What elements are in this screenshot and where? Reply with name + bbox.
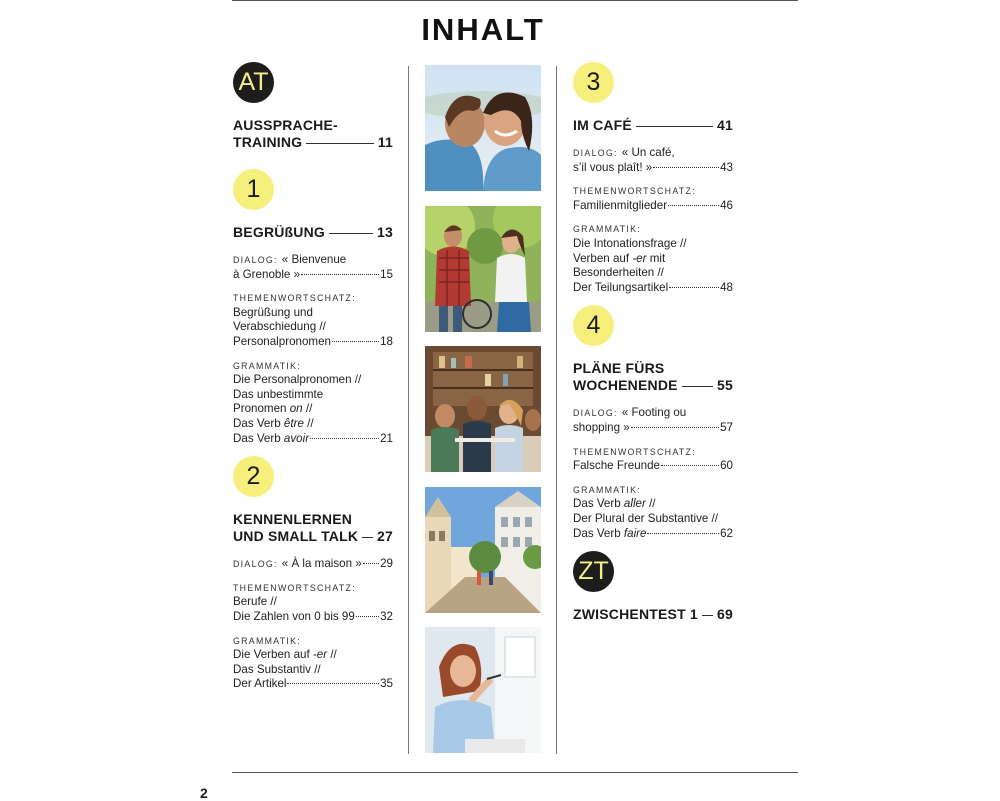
- leader-line: [362, 537, 373, 538]
- page-ref[interactable]: 13: [377, 224, 393, 240]
- chapter-title-line: [233, 117, 393, 134]
- entry-text: Verabschiedung //: [233, 320, 326, 334]
- toc-entry[interactable]: [233, 359, 393, 447]
- entry-line: [573, 512, 733, 527]
- leader-dots: [661, 465, 719, 466]
- chapter-title-text: ZWISCHENTEST 1: [573, 606, 698, 623]
- leader-dots: [669, 287, 719, 288]
- entry-line: [233, 677, 393, 692]
- page-ref[interactable]: 35: [380, 677, 393, 691]
- chapter-title-line: [573, 117, 733, 134]
- entry-line: [573, 497, 733, 512]
- chapter-badge: AT: [233, 62, 274, 103]
- chapter-title[interactable]: [573, 117, 733, 134]
- chapter-badge: 3: [573, 62, 614, 103]
- page-ref[interactable]: 15: [380, 267, 393, 281]
- leader-dots: [363, 563, 379, 564]
- entry-line: [233, 595, 393, 610]
- entry-text: Das Substantiv //: [233, 662, 321, 676]
- toc-entry[interactable]: [233, 253, 393, 282]
- entry-text: Das Verb être //: [233, 416, 314, 430]
- entry-label: DIALOG:: [573, 148, 618, 158]
- entry-text: Begrüßung und: [233, 305, 313, 319]
- toc-column-left: [233, 62, 393, 702]
- entry-line: [573, 199, 733, 214]
- entry-label: DIALOG:: [233, 255, 278, 265]
- toc-entry[interactable]: [233, 557, 393, 572]
- page-title: INHALT: [421, 12, 545, 47]
- toc-entry[interactable]: [573, 406, 733, 435]
- entry-line: [233, 306, 393, 321]
- leader-dots: [668, 205, 719, 206]
- entry-line: [573, 459, 733, 474]
- entry-text: Die Intonationsfrage //: [573, 236, 687, 250]
- chapter-title[interactable]: [233, 511, 393, 545]
- leader-line: [329, 233, 373, 234]
- leader-line: [636, 126, 713, 127]
- chapter-title-text: WOCHENENDE: [573, 377, 678, 394]
- page-ref[interactable]: 18: [380, 334, 393, 348]
- entry-text: Das Verb aller //: [573, 497, 656, 511]
- leader-dots: [356, 616, 379, 617]
- toc-entry[interactable]: [573, 146, 733, 175]
- chapter-title-text: UND SMALL TALK: [233, 528, 359, 545]
- entry-line: [233, 373, 393, 388]
- page-ref[interactable]: 43: [720, 160, 733, 174]
- chapter-title-line: [233, 134, 393, 151]
- chapter-block-at: [233, 62, 393, 151]
- entry-label: THEMENWORTSCHATZ:: [233, 582, 356, 593]
- entry-text: Der Teilungsartikel: [573, 280, 669, 294]
- entry-label: DIALOG:: [233, 559, 278, 570]
- chapter-title[interactable]: [573, 606, 733, 623]
- chapter-badge: 2: [233, 456, 274, 497]
- page-ref[interactable]: 21: [380, 431, 393, 445]
- chapter-title-line: [573, 606, 733, 623]
- entry-line: [233, 417, 393, 432]
- chapter-title[interactable]: [233, 117, 393, 151]
- entry-text: Das Verb faire: [573, 526, 647, 540]
- entry-label: THEMENWORTSCHATZ:: [233, 293, 356, 304]
- entry-line: [573, 281, 733, 296]
- toc-entry[interactable]: [573, 483, 733, 541]
- entry-line: [233, 648, 393, 663]
- leader-dots: [332, 341, 379, 342]
- chapter-badge: ZT: [573, 551, 614, 592]
- chapter-title[interactable]: [573, 360, 733, 394]
- leader-line: [306, 143, 374, 144]
- entry-label: THEMENWORTSCHATZ:: [573, 186, 696, 197]
- page-ref[interactable]: 32: [380, 609, 393, 623]
- entry-text: Berufe //: [233, 595, 277, 609]
- entry-label: GRAMMATIK:: [573, 224, 642, 235]
- chapter-title-line: [573, 360, 733, 377]
- leader-dots: [647, 533, 719, 534]
- chapter-title-line: [573, 377, 733, 394]
- photo-couple-hugging: [425, 65, 541, 191]
- chapter-block-2: [233, 456, 393, 692]
- leader-line: [702, 615, 713, 616]
- entry-line: [233, 663, 393, 678]
- photo-city-street: [425, 487, 541, 613]
- entry-text: s’il vous plaît! »: [573, 160, 653, 174]
- entry-text: « Footing ou: [621, 406, 687, 420]
- entry-text: Das Verb avoir: [233, 431, 310, 445]
- leader-dots: [287, 683, 379, 684]
- entry-line: [233, 610, 393, 625]
- entry-text: shopping »: [573, 420, 630, 434]
- entry-line: [573, 252, 733, 267]
- entry-line: [573, 406, 733, 421]
- page-ref[interactable]: 48: [720, 280, 733, 294]
- page-ref[interactable]: 55: [717, 377, 733, 394]
- entry-text: Familienmitglieder: [573, 198, 668, 212]
- page-ref[interactable]: 27: [377, 528, 393, 545]
- chapter-badge: 4: [573, 305, 614, 346]
- entry-text: Pronomen on //: [233, 402, 313, 416]
- photo-friends-cafe: [425, 346, 541, 472]
- column-divider-right: [556, 66, 557, 754]
- chapter-title-text: IM CAFÉ: [573, 117, 632, 133]
- page-ref[interactable]: 41: [717, 117, 733, 133]
- page-number: 2: [200, 785, 208, 801]
- leader-dots: [310, 438, 379, 439]
- entry-line: [573, 527, 733, 542]
- entry-line: [233, 557, 393, 572]
- entry-line: [233, 335, 393, 350]
- chapter-block-4: [573, 305, 733, 541]
- top-rule: [232, 0, 798, 1]
- entry-label: GRAMMATIK:: [233, 360, 302, 371]
- chapter-block-3: [573, 62, 733, 295]
- entry-text: Besonderheiten //: [573, 266, 664, 280]
- entry-text: Falsche Freunde: [573, 459, 660, 473]
- entry-text: « À la maison »: [281, 557, 362, 571]
- entry-line: [233, 253, 393, 268]
- bottom-rule: [232, 772, 798, 773]
- page-ref[interactable]: 57: [720, 420, 733, 434]
- entry-text: « Bienvenue: [281, 253, 347, 266]
- chapter-title-line: [233, 224, 393, 241]
- entry-label: GRAMMATIK:: [233, 635, 302, 646]
- toc-entry[interactable]: [233, 634, 393, 692]
- entry-text: Der Artikel: [233, 677, 287, 691]
- chapter-block-1: [233, 169, 393, 446]
- chapter-title-line: [233, 511, 393, 528]
- entry-text: Die Personalpronomen //: [233, 373, 362, 387]
- toc-column-right: [573, 62, 733, 641]
- toc-entry[interactable]: [233, 291, 393, 349]
- entry-text: Personalpronomen: [233, 334, 331, 348]
- toc-entry[interactable]: [233, 581, 393, 625]
- entry-line: [573, 266, 733, 281]
- entry-text: Verben auf -er mit: [573, 251, 666, 265]
- leader-dots: [653, 167, 719, 168]
- entry-text: Die Verben auf -er //: [233, 648, 337, 662]
- entry-text: Der Plural der Substantive //: [573, 511, 718, 525]
- entry-text: « Un café,: [621, 146, 675, 159]
- page-ref[interactable]: 11: [377, 134, 393, 150]
- entry-line: [233, 320, 393, 335]
- chapter-title-line: [233, 528, 393, 545]
- entry-line: [573, 421, 733, 436]
- entry-text: Das unbestimmte: [233, 387, 324, 401]
- entry-line: [573, 161, 733, 176]
- leader-dots: [301, 274, 379, 275]
- toc-entry[interactable]: [573, 445, 733, 474]
- page-ref[interactable]: 69: [717, 606, 733, 623]
- chapter-title-text: TRAINING: [233, 134, 303, 150]
- entry-line: [233, 402, 393, 417]
- entry-label: DIALOG:: [573, 408, 618, 419]
- chapter-title-text: PLÄNE FÜRS: [573, 360, 665, 377]
- page-ref[interactable]: 29: [380, 557, 393, 571]
- leader-dots: [631, 427, 719, 428]
- page-ref[interactable]: 60: [720, 459, 733, 473]
- entry-label: THEMENWORTSCHATZ:: [573, 446, 696, 457]
- entry-line: [233, 268, 393, 283]
- chapter-block-zt: [573, 551, 733, 623]
- page-ref[interactable]: 46: [720, 198, 733, 212]
- column-divider-left: [408, 66, 409, 754]
- chapter-title-text: KENNENLERNEN: [233, 511, 353, 528]
- chapter-title-text: BEGRÜßUNG: [233, 224, 326, 240]
- entry-line: [573, 237, 733, 252]
- entry-text: à Grenoble »: [233, 267, 301, 281]
- toc-entry[interactable]: [573, 184, 733, 213]
- entry-line: [573, 146, 733, 161]
- leader-line: [682, 386, 713, 387]
- chapter-title[interactable]: [233, 224, 393, 241]
- page-ref[interactable]: 62: [720, 526, 733, 540]
- photo-couple-chatting: [425, 206, 541, 332]
- entry-label: GRAMMATIK:: [573, 484, 642, 495]
- entry-line: [233, 432, 393, 447]
- chapter-badge: 1: [233, 169, 274, 210]
- toc-entry[interactable]: [573, 222, 733, 295]
- entry-line: [233, 388, 393, 403]
- entry-text: Die Zahlen von 0 bis 99: [233, 609, 355, 623]
- chapter-title-text: AUSSPRACHE-: [233, 117, 338, 133]
- photo-woman-thinking: [425, 627, 541, 753]
